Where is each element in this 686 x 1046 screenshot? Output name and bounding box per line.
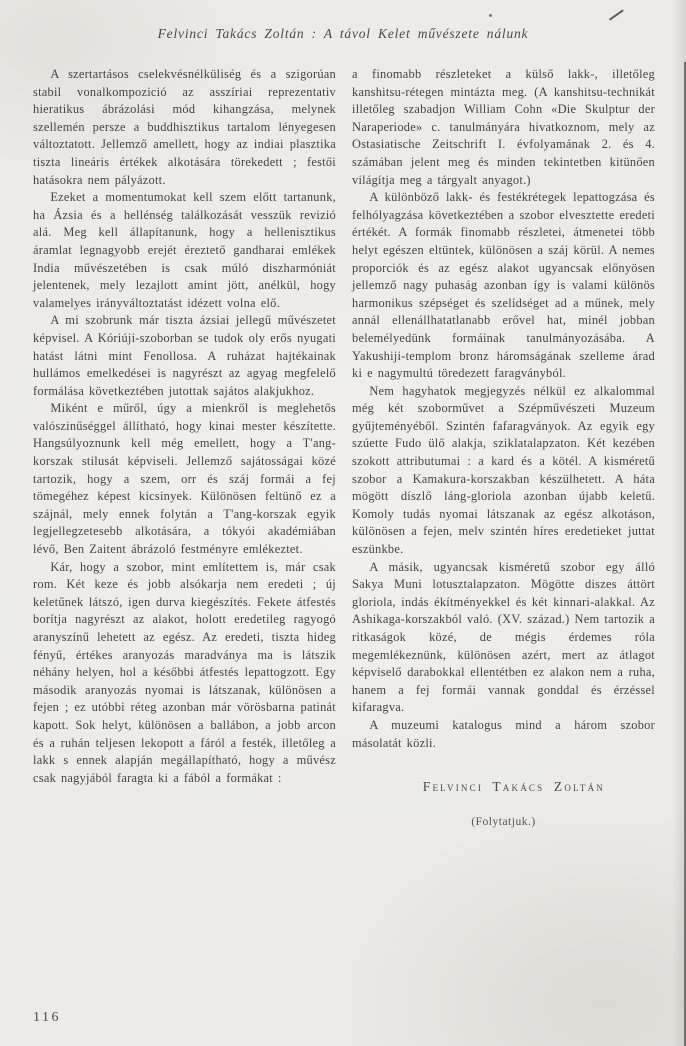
continuation-note: (Folytatjuk.)	[471, 815, 536, 828]
paragraph: A muzeumi katalogus mind a három szobor másolatát közli.	[352, 717, 655, 750]
left-column	[33, 66, 336, 831]
paragraph-continuation: a finomabb részleteket a külső lakk-, illetőleg kanshitsu-rétegen mintázta meg. (A kanshitsu-technikát illetőleg szabadjon William Cohn «Die Skulptur der Naraperiode» c. tanulmányára hivatkoznom, mely az Ostasiatische Zeitschrift I. évfolyamának 2. és 4. számában jelent meg és minden tekintetben kitünően világítja meg a tárgyalt anyagot.)	[352, 67, 655, 187]
ink-speck	[489, 14, 492, 17]
author-signature: Felvinci Takács Zoltán	[422, 779, 605, 795]
paragraph: Miként e műről, úgy a mienkről is meglehetős valószinűséggel állítható, hogy kinai mester készítette. Hangsúlyoznunk kell még emellett, hogy a T'ang-korszak stilusát képviseli. Jellemző sajátosságai közé tartozik, hogy a szem, orr és száj formái a fej tömegéhez képest kicsinyek. Különösen feltünő ez a szájnál, mely ennek folytán a T'ang-korszak egyik legjellegzetesebb alkotására, a tókyói akadémiában lévő, Ben Zaitent ábrázoló festményre emlékeztet.	[33, 401, 336, 557]
paragraph: A különböző lakk- és festékrétegek lepattogzása és felhólyagzása következtében a szobor elvesztette eredeti értékét. A formák finomabb részletei, átmenetei több helyt egészen eltüntek, különösen a száj körül. A nemes proporciók és az egész alakot ugyancsak előnyösen jellemző nagy puhaság azonban így is valami különös harmonikus szépséget és szelídséget ad a műnek, mely annál ellenállhatatlanabb erővel hat, minél jobban belemélyedünk formáinak tanulmányozásába. A Yakushiji-templom bronz háromságának szelleme árad ki e nagymultú töredezett faragványból.	[352, 190, 655, 381]
paragraph: Nem hagyhatok megjegyzés nélkül ez alkalommal még két szoborművet a Szépművészeti Muzeum gyűjteményéből. Szintén fafaragványok. Az egyik egy szúette Fudo ülő alakja, sziklatalapzaton. Két kezében szokott attributumai : a kard és a kötél. A kisméretű szobor a Kamakura-korszakban készülhetett. A háta mögött díszlő láng-gloriola azonban újabb keletű. Komoly tudás nyomai látszanak az egész alkotáson, különösen a fejen, melv szintén híres eredetieket juttat eszünkbe.	[352, 383, 655, 557]
two-column-text-block	[33, 66, 655, 831]
page-number: 116	[33, 1010, 61, 1025]
paragraph: A másik, ugyancsak kisméretű szobor egy álló Sakya Muni lotusztalapzaton. Mögötte diszes áttört gloriola, indás ékítményekkel és két kinnari-alakkal. Az Ashikaga-korszakból való. (XV. század.) Nem tartozik a ritkaságok közé, de mégis érdemes róla megemlékeznünk, különösen azért, mert az átlagot képviselő darabokkal ellentétben ez alakon nem a ruha, hanem a fej formái vannak gonddal és érzéssel kifaragva.	[352, 559, 655, 715]
paragraph: Kár, hogy a szobor, mint említettem is, már csak rom. Két keze és jobb alsókarja nem eredeti ; új keletűnek látszó, igen durva kiegészítés. Fekete átfestés borítja nagyrészt az alakot, holott eredetileg ragyogó aranyszínű lehetett az egész. Az eredeti, tiszta hideg fényű, értékes aranyozás maradványa ma is látszik néhány helyen, hol a későbbi átfestés lepattogzott. Egy második aranyozás nyomai is látszanak, különösen a fejen ; ez utóbbi réteg azonban már vörösbarna patinát kapott. Sok helyt, különösen a ballábon, a jobb arcon és a ruhán teljesen lekopott a fáról a festék, illetőleg a lakk s ennek alapján megállapítható, hogy a művész csak nagyjából faragta ki a fából a formákat :	[33, 559, 336, 785]
running-header: Felvinci Takács Zoltán : A távol Kelet művészete nálunk	[157, 26, 529, 41]
paragraph: A szertartásos cselekvésnélküliség és a szigorúan stabil vonalkompozició az asszíriai reprezentativ hieratikus ábrázolási mód kihangzása, melynek szellemén persze a buddhisztikus tartalom lényegesen változtatott. Jellemző amellett, hogy az indiai plasztika tiszta lineáris értékek alkotására törekedett ; festői hatásokra nem pályázott.	[33, 67, 336, 187]
right-column	[352, 66, 655, 831]
paragraph: Ezeket a momentumokat kell szem előtt tartanunk, ha Ázsia és a hellénség találkozását vesszük revizió alá. Meg kell állapítanunk, hogy a hellenisztikus áramlat legnagyobb erejét éreztető gandharai emlékek India művészetében is csak múló diszharmóniát jelentenek, mely lezajlott amint jött, anélkül, hogy valamelyes irányváltoztatást idézett volna elő.	[33, 190, 336, 310]
paragraph: A mi szobrunk már tiszta ázsiai jellegű művészetet képvisel. A Kóriúji-szoborban se tudok oly erős nyugati hatást látni mint Fenollosa. A ruházat hajtékainak hullámos emelkedései is nagyrészt az agyag megfelelő formálása következtében jutottak sajátos alakjukhoz.	[33, 313, 336, 398]
pen-slash-mark	[609, 9, 624, 21]
